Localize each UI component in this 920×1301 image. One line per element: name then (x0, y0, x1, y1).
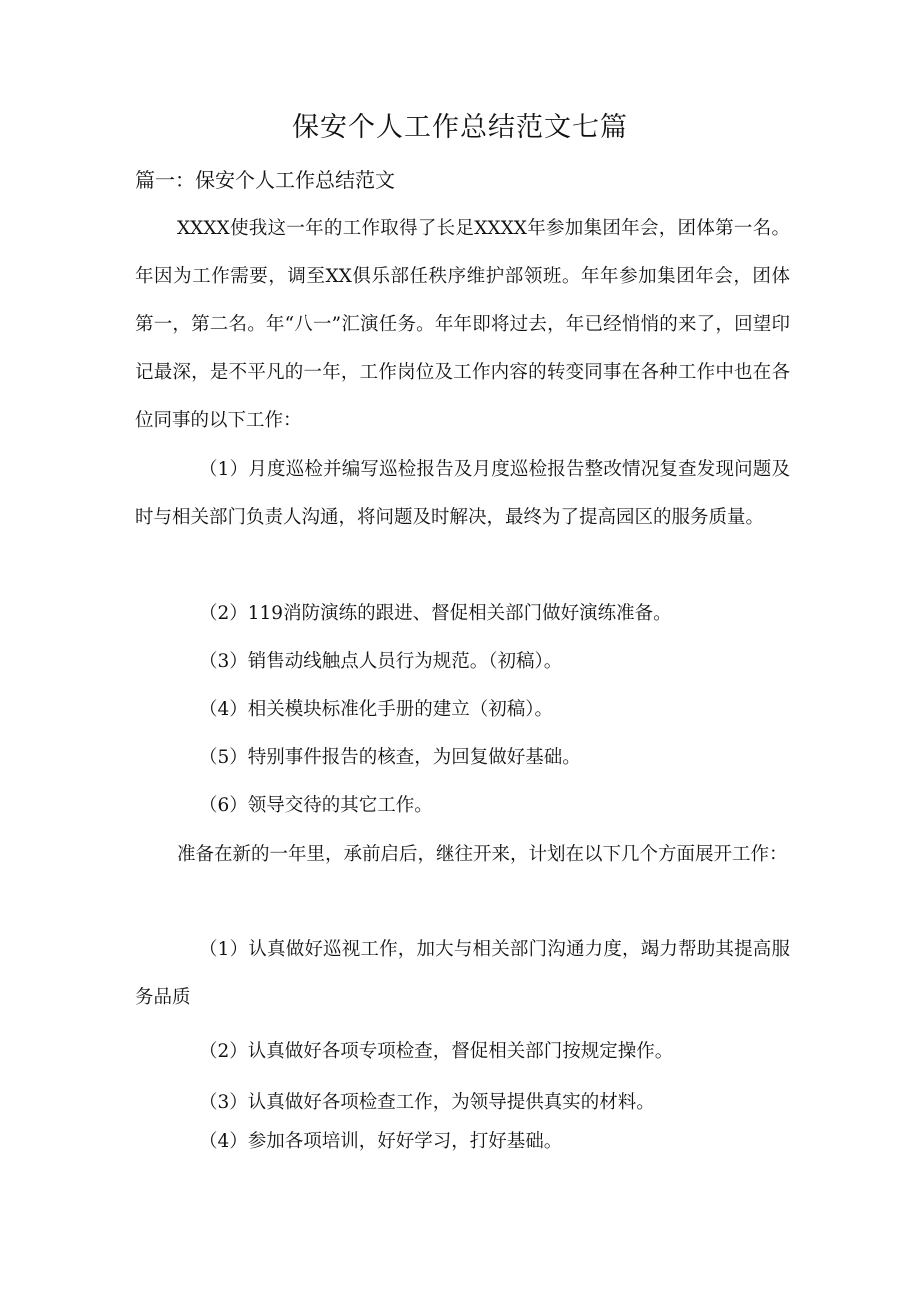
plan-paragraph: 准备在新的一年里，承前启后，继往开来，计划在以下几个方面展开工作： (177, 844, 788, 865)
plan-item-1: （1）认真做好巡视工作，加大与相关部门沟通力度，竭力帮助其提高服务品质 (135, 939, 790, 1008)
intro-paragraph: XXXX使我这一年的工作取得了长足XXXX年参加集团年会，团体第一名。年因为工作需要，调至XX俱乐部任秩序维护部领班。年年参加集团年会，团体第一，第二名。年“八一”汇演任务。年年即将过去，年已经悄悄的来了，回望印记最深，是不平凡的一年，工作岗位及工作内容的转变同事在各种工作中也在各位同事的以下工作： (135, 218, 790, 431)
plan-item-4: （4）参加各项培训，好好学习，打好基础。 (199, 1131, 563, 1152)
work-item-2: （2）119消防演练的跟进、督促相关部门做好演练准备。 (199, 603, 672, 624)
work-item-1: （1）月度巡检并编写巡检报告及月度巡检报告整改情况复查发现问题及时与相关部门负责人沟通，将问题及时解决，最终为了提高园区的服务质量。 (135, 459, 790, 528)
work-item-6: （6）领导交待的其它工作。 (199, 795, 433, 816)
work-item-3: （3）销售动线触点人员行为规范。（初稿）。 (199, 651, 563, 672)
section-heading: 篇一：保安个人工作总结范文 (135, 168, 395, 192)
plan-item-2: （2）认真做好各项专项检查，督促相关部门按规定操作。 (199, 1041, 674, 1062)
work-item-5: （5）特别事件报告的核查，为回复做好基础。 (199, 747, 581, 768)
work-item-4: （4）相关模块标准化手册的建立（初稿）。 (199, 699, 554, 720)
document-title: 保安个人工作总结范文七篇 (292, 112, 628, 143)
plan-item-3: （3）认真做好各项检查工作，为领导提供真实的材料。 (199, 1092, 655, 1113)
